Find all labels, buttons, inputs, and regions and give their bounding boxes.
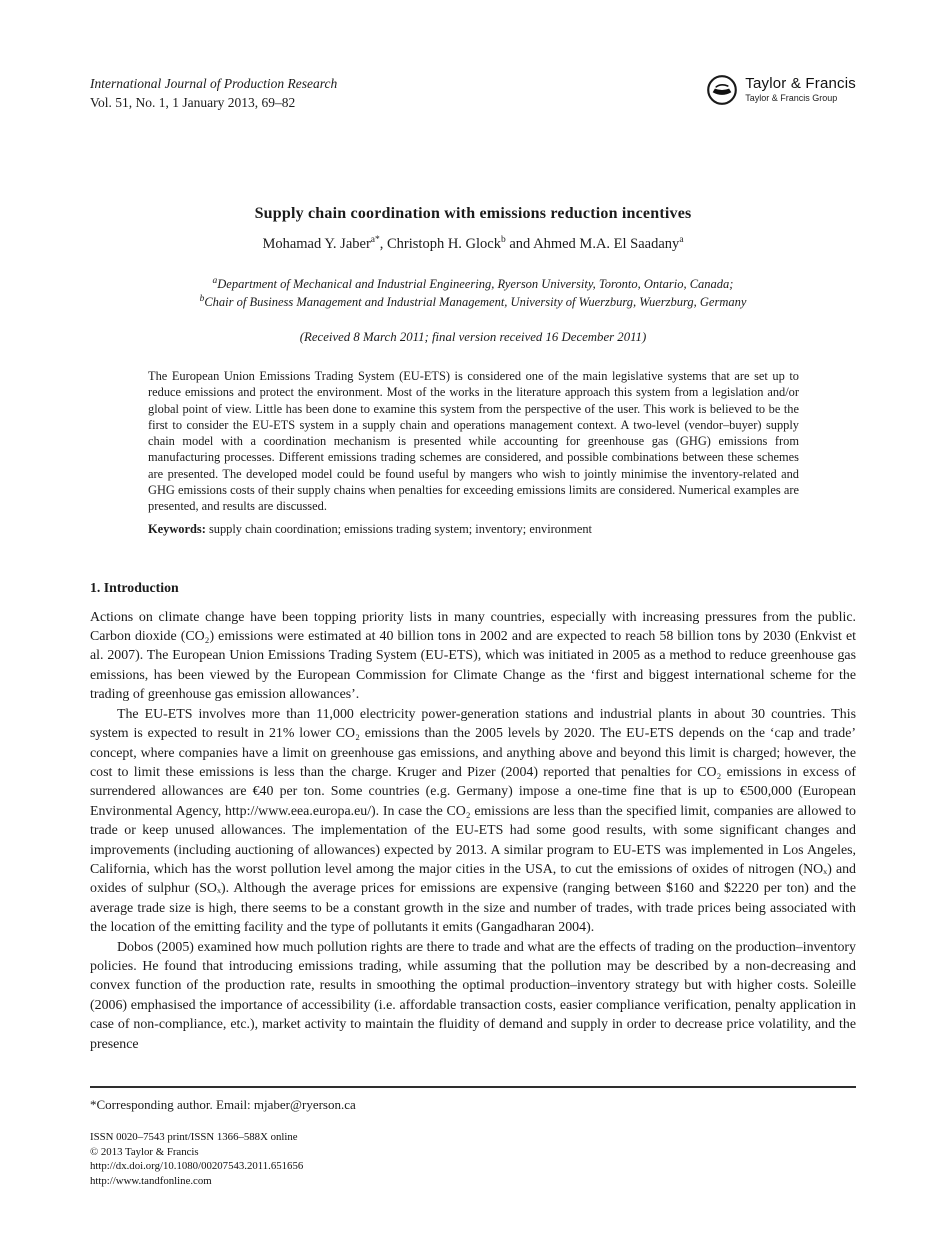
author bbox=[262, 236, 379, 252]
page-footer bbox=[90, 1086, 856, 1188]
corresponding-author-note: *Corresponding author. Email: mjaber@ryerson.ca bbox=[90, 1097, 356, 1112]
author bbox=[506, 236, 684, 252]
publisher-text bbox=[745, 76, 856, 104]
affiliations bbox=[90, 276, 856, 311]
author-list bbox=[90, 236, 856, 253]
author-affil-mark: b bbox=[500, 235, 506, 246]
author-name: Mohamad Y. Jaber bbox=[262, 236, 371, 252]
imprint-doi: http://dx.doi.org/10.1080/00207543.2011.651656 bbox=[90, 1160, 304, 1173]
keywords-text: supply chain coordination; emissions trading system; inventory; environment bbox=[208, 521, 592, 536]
abstract-text: The European Union Emissions Trading System (EU-ETS) is considered one of the main legislative systems that are set up to reduce emissions and protect the environment. Most of the works in the literature approach this system from a legislation and/or global point of view. Little has been done to examine this system from the perspective of the user. This work is believed to be the first to consider the EU-ETS system in a supply chain and operations management context. A two-level (vendor–buyer) supply chain model with a coordination mechanism is presented while accounting for greenhouse gas (GHG) emissions from manufacturing processes. Different emissions trading schemes are considered, and possible combinations between these schemes are presented. The developed model could be found useful by mangers who wish to jointly minimise the inventory-related and GHG emissions costs of their supply chains when penalties for exceeding emissions limits are considered. Numerical examples are presented, and results are discussed. bbox=[148, 369, 799, 514]
footnote-rule bbox=[90, 1086, 856, 1088]
intro-paragraph: Dobos (2005) examined how much pollution rights are there to trade and what are the effects of trading on the production–inventory policies. He found that introducing emissions trading, while assuming that the pollution may be described by a non-decreasing and convex function of the production rate, results in smoothing the optimal production–inventory strategy but with higher costs. Soleille (2006) emphasised the importance of accessibility (i.e. affordable transaction costs, easier compliance verification, penalty application in case of non-compliance, etc.), market activity to maintain the fluidity of demand and supply in order to decrease price volatility, and the presence bbox=[90, 939, 856, 1052]
intro-paragraph: Actions on climate change have been topping priority lists in many countries, especially with increasing pressures from the public. Carbon dioxide (CO₂) emissions were estimated at 40 billion tons in 2002 and are expected to reach 58 billion tons by 2030 (Enkvist et al. 2007). The European Union Emissions Trading System (EU-ETS), which was initiated in 2005 as a method to reduce greenhouse gas emissions, has been viewed by the European Commission for Climate Change as the ‘first and biggest international scheme for the trading of greenhouse gas emission allowances’. bbox=[90, 609, 856, 703]
article-title: Supply chain coordination with emissions reduction incentives bbox=[254, 205, 692, 222]
publisher-logo bbox=[706, 74, 856, 106]
imprint-copyright: © 2013 Taylor & Francis bbox=[90, 1145, 199, 1158]
author-name: and Ahmed M.A. El Saadany bbox=[505, 236, 680, 252]
section-body bbox=[90, 608, 856, 1054]
taylor-francis-logo-icon bbox=[706, 74, 738, 106]
imprint-url: http://www.tandfonline.com bbox=[90, 1174, 212, 1187]
keywords-label: Keywords: bbox=[148, 521, 206, 536]
journal-issue-line: Vol. 51, No. 1, 1 January 2013, 69–82 bbox=[90, 95, 296, 110]
journal-info bbox=[90, 74, 337, 112]
affiliation-text: Department of Mechanical and Industrial Engineering, Ryerson University, Toronto, Ontario, Canada; bbox=[217, 277, 734, 291]
received-line: (Received 8 March 2011; final version received 16 December 2011) bbox=[299, 330, 647, 344]
section-heading-introduction: 1. Introduction bbox=[90, 579, 179, 595]
author-name: , Christoph H. Glock bbox=[379, 236, 501, 252]
author bbox=[380, 236, 506, 252]
affiliation-mark: a bbox=[212, 275, 218, 286]
affiliation-mark: b bbox=[199, 293, 205, 304]
journal-name: International Journal of Production Research bbox=[90, 76, 338, 91]
publisher-group: Taylor & Francis Group bbox=[745, 93, 838, 103]
intro-paragraph: The EU-ETS involves more than 11,000 electricity power-generation stations and industrial plants in about 30 countries. This system is expected to result in 21% lower CO₂ emissions than the 2005 levels by 2020. The EU-ETS depends on the ‘cap and trade’ concept, where companies have a limit on greenhouse gas emissions, and anything above and beyond this limit is charged; however, the cost to limit these emissions is less than the charge. Kruger and Pizer (2004) reported that penalties for CO₂ emissions in excess of surrendered allowances are €40 per ton. Some countries (e.g. Germany) impose a one-time fine that is up to €500,000 (European Environmental Agency, http://www.eea.europa.eu/). In case the CO₂ emissions are less than the specified limit, companies are allowed to trade or keep unused allowances. The implementation of the EU-ETS had some good results, with some significant changes and improvements (including auctioning of allowances) expected by 2013. A similar program to EU-ETS was implemented in Los Angeles, California, which has the worst pollution level among the major cities in the USA, to cut the emissions of oxides of nitrogen (NOₓ) and oxides of sulphur (SOₓ). Although the average prices for emissions are expensive (ranging between $160 and $2220 per ton) and the average trade size is high, there seems to be a constant growth in the size and number of trades, with trade prices being associated with the location of the emitting facility and the type of pollutants it emits (Gangadharan 2004). bbox=[90, 706, 856, 936]
page-header bbox=[90, 74, 856, 112]
author-affil-mark: a bbox=[679, 235, 684, 246]
affiliation-text: Chair of Business Management and Industrial Management, University of Wuerzburg, Wuerzburg, Germany bbox=[204, 294, 747, 309]
publisher-name: Taylor & Francis bbox=[745, 75, 856, 92]
imprint-block bbox=[90, 1130, 856, 1188]
affiliation-line bbox=[90, 276, 856, 294]
keywords-line bbox=[148, 522, 799, 537]
affiliation-line bbox=[90, 294, 856, 312]
author-affil-mark: a* bbox=[370, 235, 380, 246]
imprint-issn: ISSN 0020–7543 print/ISSN 1366–588X online bbox=[90, 1131, 298, 1143]
